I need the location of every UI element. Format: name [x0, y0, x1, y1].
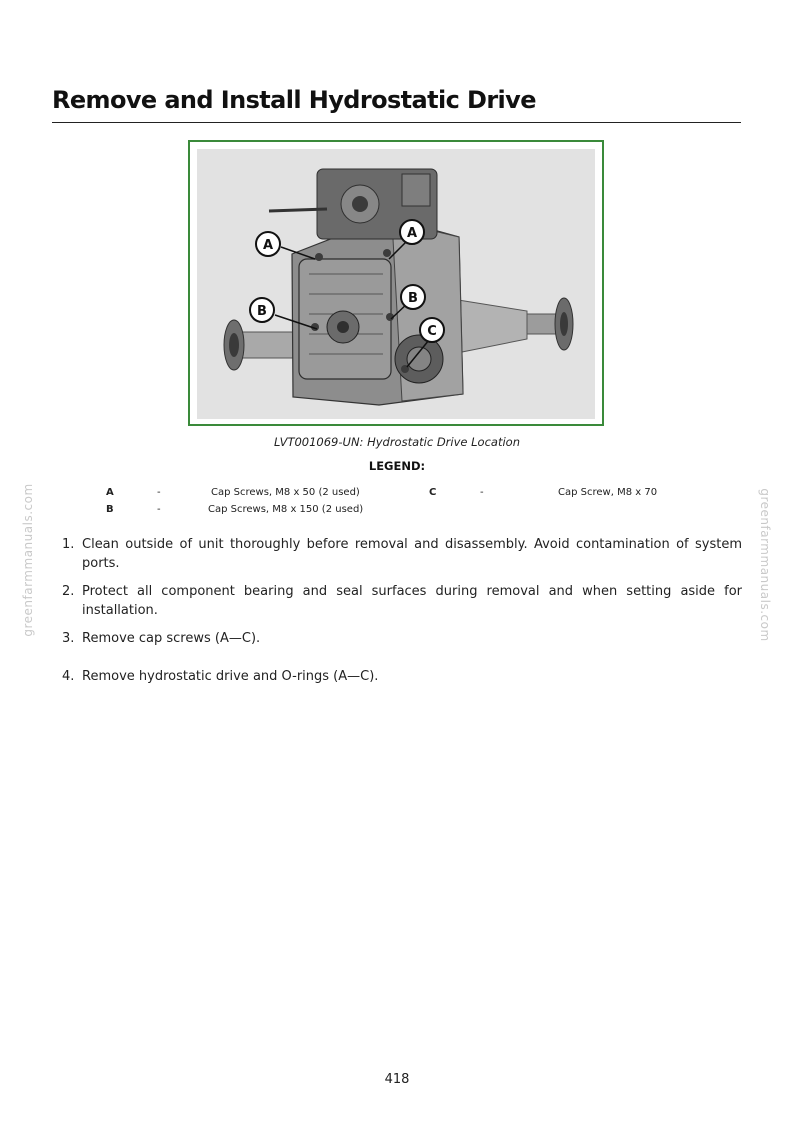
legend-key-b: B: [106, 504, 114, 515]
legend-title: LEGEND:: [368, 459, 426, 473]
legend-dash-c: -: [480, 487, 484, 498]
legend-dash-b: -: [157, 504, 161, 515]
step-2: [62, 582, 742, 620]
callout-b-left-label: B: [257, 304, 267, 319]
page-title: Remove and Install Hydrostatic Drive: [52, 86, 536, 114]
hydrostatic-drive-illustration: [197, 149, 595, 419]
callout-b-left: [250, 298, 274, 322]
step-1-number: 1.: [62, 537, 75, 552]
step-2-text: Protect all component bearing and seal surfaces during removal and when setting aside for installation.: [82, 584, 742, 618]
hydrostatic-drive-photo: [197, 149, 595, 419]
page-number: 418: [384, 1072, 410, 1087]
step-2-number: 2.: [62, 584, 75, 599]
callout-a-left-label: A: [262, 238, 274, 253]
procedure-steps: [62, 535, 742, 695]
legend-key-c: C: [429, 487, 437, 498]
watermark-right: greenfarmmanuals.com: [758, 488, 772, 642]
legend-text-c: Cap Screw, M8 x 70: [558, 487, 658, 498]
callout-c-label: C: [427, 324, 437, 339]
legend-text-b: Cap Screws, M8 x 150 (2 used): [208, 504, 364, 515]
figure-caption: LVT001069-UN: Hydrostatic Drive Location: [274, 435, 520, 449]
legend-key-a: A: [106, 487, 114, 498]
figure-frame: [188, 140, 604, 426]
step-3-number: 3.: [62, 631, 75, 646]
callout-a-left: [256, 232, 280, 256]
step-4-text: Remove hydrostatic drive and O-rings (A—C).: [82, 669, 379, 684]
callout-b-right: [401, 285, 425, 309]
step-4: [62, 667, 742, 686]
watermark-left: greenfarmmanuals.com: [21, 483, 35, 637]
step-4-number: 4.: [62, 669, 75, 684]
step-1: [62, 535, 742, 573]
callout-a-right-label: A: [406, 226, 418, 241]
step-1-text: Clean outside of unit thoroughly before removal and disassembly. Avoid contamination of system ports.: [82, 537, 742, 571]
legend-text-a: Cap Screws, M8 x 50 (2 used): [211, 487, 360, 498]
callout-b-right-label: B: [408, 291, 418, 306]
callout-c: [420, 318, 444, 342]
legend-dash-a: -: [157, 487, 161, 498]
title-divider: [52, 122, 741, 123]
callout-a-right: [400, 220, 424, 244]
step-3-text: Remove cap screws (A—C).: [82, 631, 261, 646]
step-3: [62, 629, 742, 648]
